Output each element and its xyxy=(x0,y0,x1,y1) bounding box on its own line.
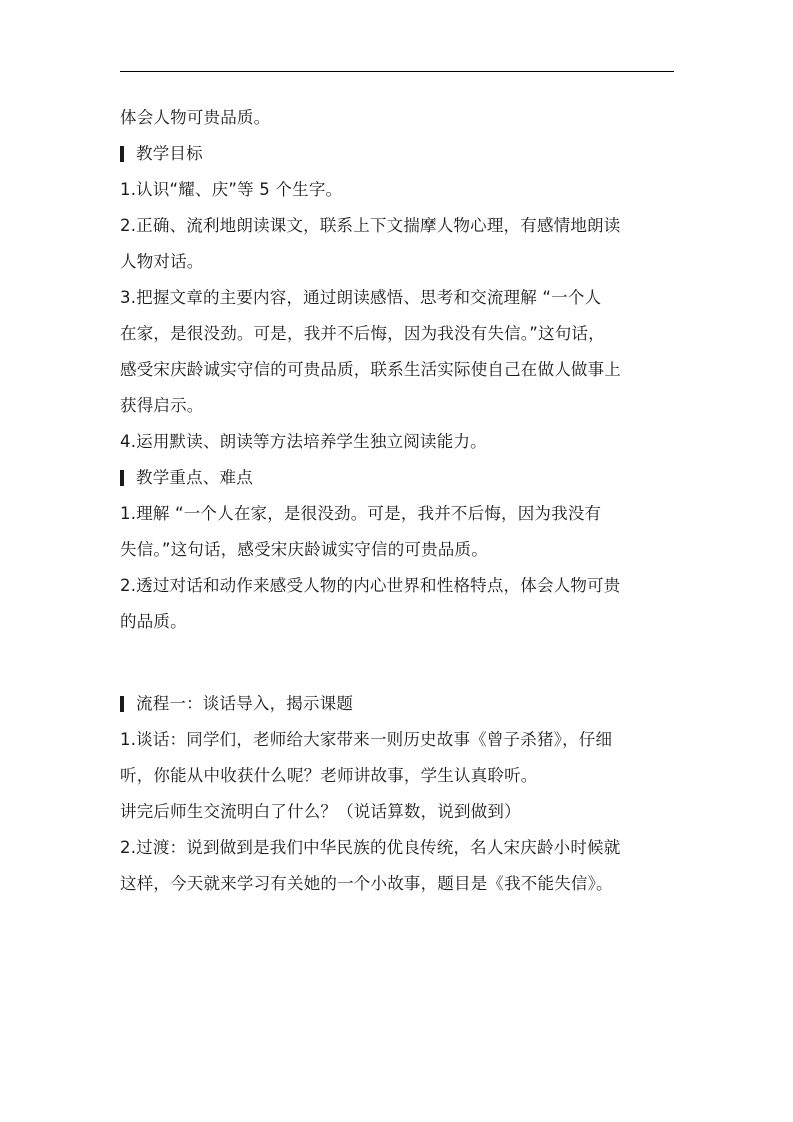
heading-text: 教学重点、难点 xyxy=(136,468,253,487)
paragraph-line: 2.正确、流利地朗读课文，联系上下文揣摩人物心理，有感情地朗读 xyxy=(120,216,621,235)
heading-text: 流程一：谈话导入，揭示课题 xyxy=(136,694,354,713)
section-heading-objectives xyxy=(120,136,680,172)
paragraph-line: 2.过渡：说到做到是我们中华民族的优良传统，名人宋庆龄小时候就 xyxy=(120,838,621,857)
document-body xyxy=(120,100,680,902)
section-heading-key-points xyxy=(120,460,680,496)
paragraph-line: 3.把握文章的主要内容，通过朗读感悟、思考和交流理解 “一个人 xyxy=(120,288,602,307)
paragraph-line: 在家，是很没劲。可是，我并不后悔，因为我没有失信。”这句话， xyxy=(120,324,605,343)
paragraph-line: 获得启示。 xyxy=(120,396,204,415)
paragraph-line: 4.运用默读、朗读等方法培养学生独立阅读能力。 xyxy=(120,432,487,451)
paragraph-line: 1.认识“耀、庆”等 5 个生字。 xyxy=(120,180,343,199)
paragraph-line: 听，你能从中收获什么呢？老师讲故事，学生认真聆听。 xyxy=(120,766,538,785)
heading-text: 教学目标 xyxy=(136,144,203,163)
paragraph-line: 1.谈话：同学们，老师给大家带来一则历史故事《曾子杀猪》，仔细 xyxy=(120,730,613,749)
paragraph-line: 的品质。 xyxy=(120,612,187,631)
paragraph-line: 失信。”这句话，感受宋庆龄诚实守信的可贵品质。 xyxy=(120,540,488,559)
paragraph-line: 2.透过对话和动作来感受人物的内心世界和性格特点，体会人物可贵 xyxy=(120,576,621,595)
heading-bar-icon xyxy=(120,470,124,486)
intro-line: 体会人物可贵品质。 xyxy=(120,108,271,127)
section-heading-process-one xyxy=(120,686,680,722)
heading-bar-icon xyxy=(120,146,124,162)
paragraph-line: 人物对话。 xyxy=(120,252,204,271)
paragraph-line: 讲完后师生交流明白了什么？（说话算数，说到做到） xyxy=(120,802,521,821)
paragraph-line: 感受宋庆龄诚实守信的可贵品质，联系生活实际使自己在做人做事上 xyxy=(120,360,621,379)
header-rule xyxy=(120,71,674,72)
paragraph-line: 1.理解 “一个人在家，是很没劲。可是，我并不后悔，因为我没有 xyxy=(120,504,602,523)
paragraph-line: 这样，今天就来学习有关她的一个小故事，题目是《我不能失信》。 xyxy=(120,874,613,893)
section-spacer xyxy=(120,640,680,686)
heading-bar-icon xyxy=(120,696,124,712)
